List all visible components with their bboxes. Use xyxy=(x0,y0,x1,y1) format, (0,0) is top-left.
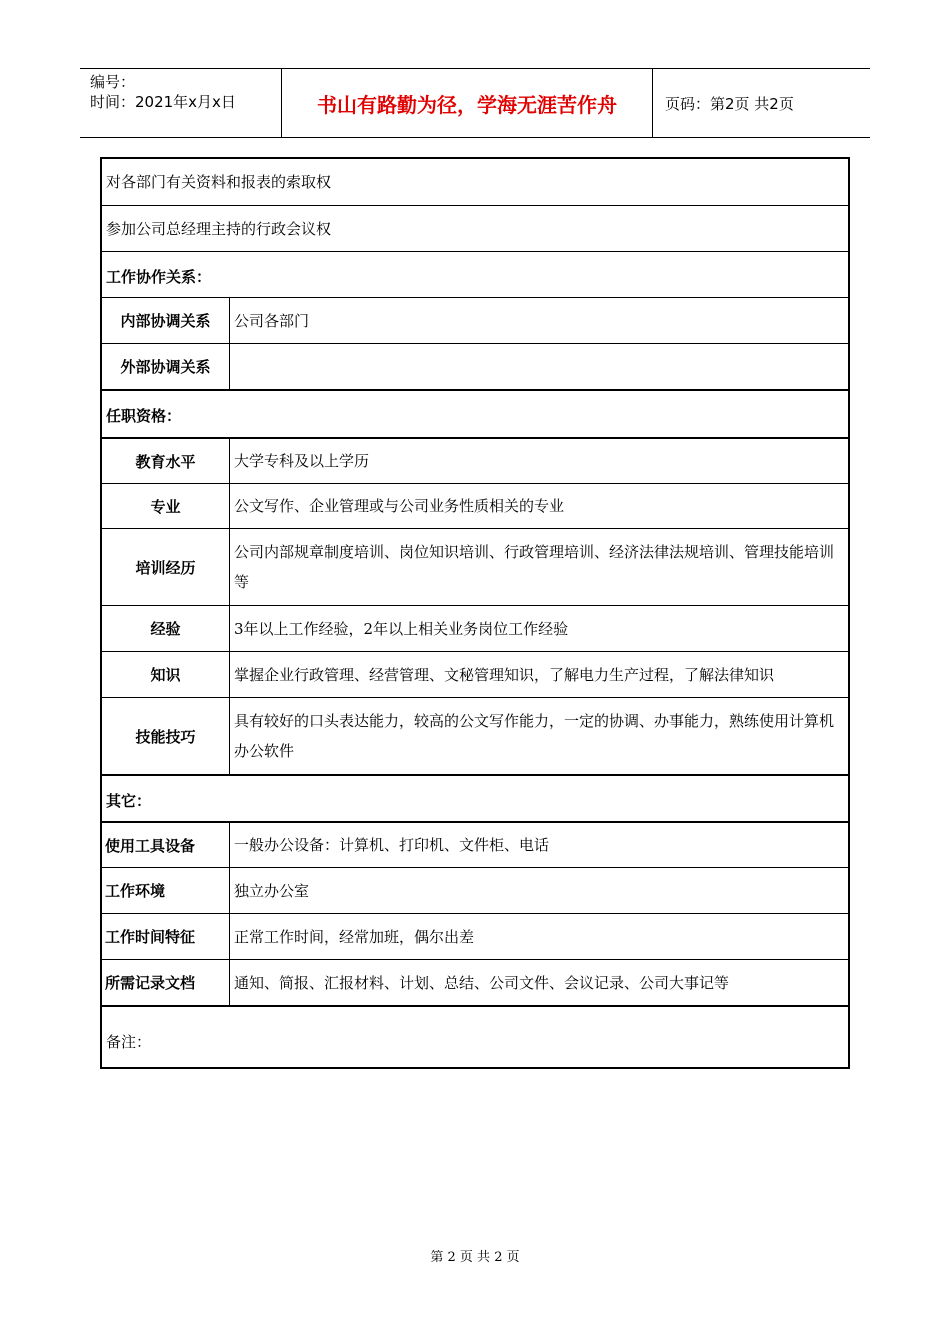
work-time-label: 工作时间特征 xyxy=(102,914,230,959)
table-row xyxy=(102,159,848,205)
education-label: 教育水平 xyxy=(102,439,230,483)
table-row xyxy=(102,651,848,697)
external-coordination-value xyxy=(234,344,846,389)
header-motto: 书山有路勤为径，学海无涯苦作舟 xyxy=(282,69,653,137)
section-title-other: 其它： xyxy=(106,792,152,810)
section-qualification xyxy=(102,389,848,437)
education-value: 大学专科及以上学历 xyxy=(234,452,370,470)
table-row xyxy=(102,483,848,528)
remarks-row xyxy=(102,1005,848,1067)
documents-value: 通知、简报、汇报材料、计划、总结、公司文件、会议记录、公司大事记等 xyxy=(234,973,730,992)
header-page-info: 页码：第2页 共2页 xyxy=(665,94,794,113)
page-header xyxy=(80,68,870,138)
training-label: 培训经历 xyxy=(102,529,230,605)
skills-value: 具有较好的口头表达能力，较高的公文写作能力，一定的协调、办事能力，熟练使用计算机办公软件 xyxy=(234,712,835,760)
internal-coordination-value: 公司各部门 xyxy=(234,311,310,330)
table-row xyxy=(102,343,848,389)
table-row xyxy=(102,913,848,959)
section-title-cooperation: 工作协作关系： xyxy=(106,268,212,286)
internal-coordination-label: 内部协调关系 xyxy=(102,298,230,343)
environment-label: 工作环境 xyxy=(102,868,230,913)
table-row xyxy=(102,959,848,1005)
section-other xyxy=(102,774,848,821)
document-date: 时间：2021年x月x日 xyxy=(90,93,236,111)
major-value: 公文写作、企业管理或与公司业务性质相关的专业 xyxy=(234,497,565,515)
table-row xyxy=(102,437,848,483)
table-row xyxy=(102,205,848,251)
document-number: 编号： xyxy=(90,73,136,91)
section-cooperation xyxy=(102,251,848,297)
header-meta xyxy=(80,69,282,137)
right-item-attend-meeting: 参加公司总经理主持的行政会议权 xyxy=(106,220,332,238)
job-description-table xyxy=(100,157,850,1069)
major-label: 专业 xyxy=(102,484,230,528)
experience-value: 3年以上工作经验，2年以上相关业务岗位工作经验 xyxy=(234,619,569,638)
documents-label: 所需记录文档 xyxy=(102,960,230,1005)
table-row xyxy=(102,528,848,605)
right-item-request-data: 对各部门有关资料和报表的索取权 xyxy=(106,173,332,191)
table-row xyxy=(102,605,848,651)
page-footer: 第 2 页 共 2 页 xyxy=(430,1250,520,1265)
table-row xyxy=(102,821,848,867)
skills-label: 技能技巧 xyxy=(102,698,230,774)
tools-value: 一般办公设备：计算机、打印机、文件柜、电话 xyxy=(234,836,550,854)
experience-label: 经验 xyxy=(102,606,230,651)
knowledge-label: 知识 xyxy=(102,652,230,697)
remarks-label: 备注： xyxy=(106,1033,152,1051)
table-row xyxy=(102,297,848,343)
section-title-qualification: 任职资格： xyxy=(106,407,182,425)
work-time-value: 正常工作时间，经常加班，偶尔出差 xyxy=(234,927,475,946)
tools-label: 使用工具设备 xyxy=(102,823,230,867)
knowledge-value: 掌握企业行政管理、经营管理、文秘管理知识，了解电力生产过程，了解法律知识 xyxy=(234,665,775,684)
external-coordination-label: 外部协调关系 xyxy=(102,344,230,389)
table-row xyxy=(102,867,848,913)
table-row xyxy=(102,697,848,774)
environment-value: 独立办公室 xyxy=(234,881,310,900)
training-value: 公司内部规章制度培训、岗位知识培训、行政管理培训、经济法律法规培训、管理技能培训等 xyxy=(234,543,835,591)
